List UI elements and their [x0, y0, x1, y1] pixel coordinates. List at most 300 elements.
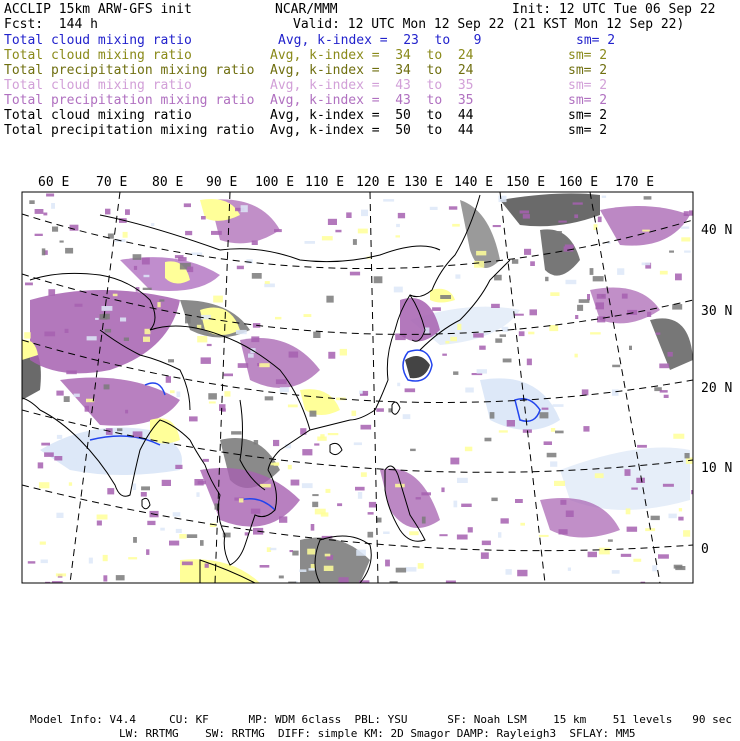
precip-speckle: [573, 202, 583, 204]
precip-speckle: [410, 449, 416, 451]
precip-speckle: [105, 209, 110, 215]
precip-speckle: [124, 338, 129, 342]
precip-speckle: [166, 376, 171, 383]
precip-speckle: [602, 196, 606, 198]
precip-speckle: [673, 434, 684, 439]
precip-speckle: [473, 333, 484, 337]
precip-speckle: [642, 230, 650, 232]
precip-speckle: [64, 396, 70, 402]
precip-speckle: [309, 568, 315, 571]
lat-label: 40 N: [701, 223, 733, 238]
precip-speckle: [540, 412, 549, 418]
precip-speckle: [270, 548, 277, 550]
precip-speckle: [201, 216, 206, 220]
precip-speckle: [56, 391, 63, 396]
field-name: Total precipitation mixing ratio: [4, 63, 255, 78]
precip-speckle: [251, 509, 260, 514]
field-avg: Avg, k-index = 34 to 24: [270, 63, 474, 78]
precip-speckle: [176, 529, 182, 533]
precip-speckle: [368, 512, 374, 515]
precip-speckle: [439, 534, 447, 536]
precip-speckle: [558, 221, 566, 223]
precip-speckle: [326, 296, 333, 303]
precip-speckle: [35, 209, 44, 214]
precip-speckle: [500, 334, 506, 337]
precip-speckle: [142, 258, 150, 265]
precip-speckle: [358, 229, 368, 234]
precip-speckle: [38, 462, 44, 468]
precip-speckle: [549, 325, 558, 331]
precip-speckle: [184, 203, 191, 207]
precip-speckle: [660, 390, 668, 393]
precip-speckle: [353, 239, 357, 245]
precip-speckle: [196, 492, 199, 497]
model-info-line2: LW: RRTMG SW: RRTMG DIFF: simple KM: 2D Smagor DAMP: Rayleigh3 SFLAY: MM5: [119, 727, 636, 740]
precip-speckle: [388, 408, 391, 412]
precip-speckle: [117, 428, 122, 431]
precip-speckle: [479, 346, 486, 350]
precip-speckle: [128, 557, 137, 559]
field-name: Total precipitation mixing ratio: [4, 93, 255, 108]
precip-speckle: [328, 219, 337, 225]
title-center: NCAR/MMM: [275, 2, 338, 17]
precip-speckle: [442, 354, 447, 356]
lat-label: 30 N: [701, 304, 733, 319]
precip-speckle: [24, 332, 31, 338]
lon-label: 120 E: [356, 175, 396, 190]
precip-speckle: [452, 224, 460, 227]
precip-speckle: [200, 540, 204, 546]
precip-speckle: [356, 550, 366, 556]
precip-speckle: [291, 480, 300, 486]
precip-speckle: [502, 327, 509, 332]
precip-speckle: [457, 478, 468, 483]
precip-speckle: [637, 445, 647, 448]
precip-speckle: [95, 318, 99, 320]
precip-speckle: [44, 332, 55, 337]
field-avg: Avg, k-index = 34 to 24: [270, 48, 474, 63]
precip-speckle: [474, 261, 484, 268]
model-info-line1: Model Info: V4.4 CU: KF MP: WDM 6class PBL: YSU SF: Noah LSM 15 km 51 levels 90 sec: [30, 713, 732, 726]
precip-speckle: [302, 449, 312, 455]
precip-speckle: [168, 359, 174, 362]
precip-speckle: [625, 469, 631, 476]
precip-speckle: [42, 248, 46, 255]
precip-speckle: [239, 498, 244, 502]
precip-speckle: [621, 554, 631, 557]
precip-speckle: [514, 314, 524, 316]
precip-speckle: [320, 434, 324, 438]
precip-speckle: [575, 354, 578, 358]
precip-speckle: [368, 532, 374, 538]
precip-speckle: [191, 253, 202, 256]
precip-speckle: [25, 283, 33, 286]
precip-speckle: [556, 231, 562, 233]
precip-speckle: [147, 521, 155, 525]
precip-speckle: [100, 314, 108, 320]
precip-speckle: [125, 410, 128, 414]
precip-speckle: [396, 235, 401, 237]
precip-speckle: [185, 316, 191, 323]
precip-speckle: [597, 294, 606, 299]
precip-speckle: [626, 508, 631, 514]
precip-speckle: [66, 371, 77, 375]
precip-speckle: [265, 281, 270, 284]
precip-speckle: [554, 481, 565, 486]
precip-speckle: [312, 494, 318, 496]
precip-speckle: [264, 284, 275, 288]
precip-speckle: [133, 537, 137, 543]
precip-speckle: [28, 561, 36, 563]
precip-speckle: [215, 503, 220, 509]
precip-speckle: [314, 443, 319, 445]
precip-speckle: [457, 324, 461, 330]
precip-speckle: [69, 482, 72, 486]
precip-speckle: [201, 357, 211, 364]
precip-speckle: [566, 511, 574, 518]
precip-speckle: [668, 352, 673, 357]
precip-speckle: [207, 344, 212, 346]
precip-speckle: [441, 488, 444, 493]
precip-speckle: [203, 459, 209, 462]
precip-speckle: [454, 501, 458, 508]
precip-speckle: [405, 388, 416, 392]
precip-speckle: [520, 523, 525, 526]
precip-speckle: [376, 408, 384, 412]
precip-speckle: [515, 499, 523, 503]
precip-speckle: [224, 391, 230, 396]
precip-speckle: [325, 554, 331, 557]
precip-speckle: [271, 463, 280, 466]
precip-speckle: [87, 336, 97, 340]
precip-speckle: [322, 236, 333, 240]
precip-speckle: [363, 391, 368, 395]
precip-speckle: [590, 332, 601, 334]
precip-speckle: [178, 257, 187, 261]
precip-speckle: [346, 212, 351, 218]
precip-speckle: [503, 359, 512, 363]
precip-speckle: [575, 315, 578, 319]
precip-speckle: [574, 214, 578, 218]
precip-speckle: [494, 275, 502, 281]
precip-speckle: [265, 396, 274, 400]
precip-speckle: [328, 352, 335, 359]
precip-speckle: [519, 331, 525, 336]
precip-speckle: [159, 299, 164, 301]
precip-speckle: [633, 559, 641, 562]
precip-speckle: [275, 317, 281, 320]
precip-speckle: [527, 359, 532, 366]
field-sm: sm= 2: [568, 108, 608, 123]
precip-speckle: [395, 484, 405, 488]
precip-speckle: [198, 481, 206, 485]
precip-speckle: [681, 227, 689, 229]
precip-speckle: [491, 304, 500, 308]
field-name: Total cloud mixing ratio: [4, 48, 192, 63]
precip-speckle: [577, 305, 583, 311]
precip-speckle: [208, 393, 217, 399]
precip-speckle: [598, 217, 602, 223]
precip-speckle: [75, 304, 83, 307]
precip-speckle: [103, 575, 107, 581]
precip-speckle: [116, 575, 125, 580]
precip-speckle: [647, 312, 651, 317]
precip-speckle: [160, 528, 165, 531]
precip-speckle: [143, 337, 150, 342]
precip-speckle: [313, 332, 320, 338]
precip-speckle: [352, 411, 357, 416]
precip-speckle: [105, 329, 111, 333]
field-sm: sm= 2: [568, 48, 608, 63]
precip-speckle: [187, 267, 193, 273]
precip-speckle: [123, 232, 128, 238]
precip-speckle: [465, 388, 474, 393]
precip-speckle: [453, 371, 458, 375]
precip-speckle: [612, 365, 620, 368]
precip-speckle: [599, 548, 610, 555]
precip-speckle: [498, 532, 501, 538]
precip-speckle: [354, 442, 362, 445]
precip-speckle: [501, 518, 509, 523]
precip-speckle: [162, 480, 171, 486]
precip-speckle: [608, 539, 613, 541]
precip-speckle: [213, 296, 223, 303]
precip-speckle: [326, 489, 331, 493]
precip-speckle: [550, 461, 557, 466]
precip-speckle: [133, 431, 143, 437]
precip-speckle: [107, 488, 114, 494]
precip-speckle: [660, 271, 668, 275]
precip-speckle: [197, 336, 207, 342]
precip-speckle: [636, 478, 645, 483]
lat-labels: [701, 223, 732, 557]
precip-speckle: [41, 560, 48, 564]
precip-speckle: [520, 211, 529, 214]
precip-speckle: [324, 566, 334, 571]
precip-speckle: [512, 259, 518, 264]
field-sm: sm= 2: [568, 93, 608, 108]
field-avg: Avg, k-index = 23 to 9: [278, 33, 482, 48]
precip-speckle: [97, 521, 102, 526]
precip-speckle: [40, 542, 46, 545]
precip-speckle: [170, 390, 175, 393]
precip-speckle: [252, 241, 258, 246]
precip-speckle: [596, 302, 605, 309]
precip-speckle: [396, 224, 400, 227]
precip-speckle: [409, 531, 418, 535]
precip-speckle: [248, 354, 254, 358]
precip-speckle: [659, 364, 669, 369]
precip-speckle: [179, 534, 186, 539]
precip-speckle: [418, 563, 424, 569]
precip-speckle: [125, 209, 130, 215]
precip-speckle: [597, 316, 605, 322]
precip-speckle: [669, 514, 677, 519]
lon-label: 80 E: [152, 175, 184, 190]
precip-speckle: [300, 428, 306, 435]
precip-speckle: [477, 369, 487, 373]
precip-speckle: [85, 406, 89, 412]
precip-speckle: [355, 487, 365, 491]
precip-speckle: [185, 231, 192, 235]
precip-speckle: [133, 254, 142, 260]
precip-speckle: [310, 411, 317, 417]
precip-speckle: [241, 205, 248, 212]
precip-speckle: [396, 568, 406, 573]
precip-speckle: [57, 435, 62, 439]
precip-speckle: [252, 273, 262, 279]
precip-speckle: [187, 534, 197, 538]
precip-speckle: [292, 551, 298, 556]
field-avg: Avg, k-index = 50 to 44: [270, 123, 474, 138]
precip-speckle: [507, 420, 515, 427]
precip-speckle: [302, 483, 313, 488]
precip-speckle: [555, 431, 564, 434]
precip-speckle: [583, 426, 589, 432]
precip-speckle: [499, 196, 507, 202]
precip-speckle: [299, 569, 306, 572]
precip-speckle: [430, 207, 438, 210]
valid-time: Valid: 12 UTC Mon 12 Sep 22 (21 KST Mon 12 Sep 22): [293, 17, 685, 32]
precip-speckle: [617, 268, 624, 275]
precip-speckle: [432, 307, 441, 311]
precip-speckle: [290, 550, 294, 552]
precip-speckle: [445, 341, 449, 344]
precip-speckle: [177, 392, 181, 398]
precip-speckle: [175, 465, 182, 469]
precip-speckle: [595, 473, 604, 478]
precip-speckle: [361, 472, 367, 477]
precip-speckle: [246, 259, 252, 263]
precip-speckle: [560, 500, 566, 505]
precip-speckle: [550, 292, 559, 296]
precip-speckle: [104, 384, 110, 389]
title-left: ACCLIP 15km ARW-GFS init: [4, 2, 192, 17]
precip-speckle: [627, 527, 638, 532]
precip-speckle: [403, 414, 411, 419]
field-name: Total cloud mixing ratio: [4, 33, 192, 48]
precip-speckle: [145, 329, 151, 334]
field-name: Total precipitation mixing ratio: [4, 123, 255, 138]
precip-speckle: [683, 530, 690, 537]
precip-speckle: [274, 229, 282, 232]
lon-label: 150 E: [506, 175, 546, 190]
precip-speckle: [663, 484, 674, 487]
precip-speckle: [656, 333, 661, 335]
precip-speckle: [524, 249, 531, 255]
precip-speckle: [658, 554, 669, 558]
precip-speckle: [506, 569, 512, 575]
precip-speckle: [593, 276, 604, 281]
precip-speckle: [133, 484, 136, 491]
precip-speckle: [495, 338, 502, 342]
forecast-hour: Fcst: 144 h: [4, 17, 98, 32]
precip-speckle: [335, 230, 341, 233]
precip-speckle: [465, 447, 472, 452]
precip-speckle: [321, 512, 329, 516]
lon-label: 90 E: [206, 175, 238, 190]
precip-speckle: [485, 438, 492, 442]
precip-speckle: [588, 552, 597, 558]
precip-speckle: [551, 428, 555, 432]
lon-label: 130 E: [404, 175, 444, 190]
precip-speckle: [144, 275, 150, 277]
precip-speckle: [568, 568, 571, 571]
precip-speckle: [35, 234, 43, 236]
precip-speckle: [383, 532, 390, 535]
precip-speckle: [674, 565, 683, 569]
precip-speckle: [664, 395, 669, 398]
lon-label: 100 E: [255, 175, 295, 190]
precip-speckle: [236, 330, 247, 334]
precip-speckle: [56, 513, 63, 518]
precip-speckle: [612, 389, 619, 395]
precip-speckle: [276, 379, 287, 384]
precip-speckle: [361, 425, 372, 430]
precip-speckle: [440, 295, 451, 299]
field-avg: Avg, k-index = 50 to 44: [270, 108, 474, 123]
precip-speckle: [307, 549, 315, 555]
precip-speckle: [629, 346, 632, 350]
precip-speckle: [681, 237, 690, 241]
precip-speckle: [279, 516, 287, 522]
precip-speckle: [582, 389, 589, 395]
precip-speckle: [120, 318, 126, 322]
field-sm: sm= 2: [568, 63, 608, 78]
lon-label: 60 E: [38, 175, 70, 190]
precip-speckle: [455, 274, 460, 278]
precip-speckle: [669, 251, 674, 253]
precip-speckle: [219, 404, 226, 411]
precip-speckle: [259, 363, 270, 367]
precip-speckle: [530, 309, 538, 315]
precip-speckle: [481, 552, 489, 559]
precip-speckle: [211, 231, 222, 235]
precip-speckle: [143, 288, 152, 290]
precip-speckle: [103, 555, 108, 561]
precip-speckle: [517, 570, 527, 577]
field-sm: sm= 2: [576, 33, 616, 48]
field-avg: Avg, k-index = 43 to 35: [270, 78, 474, 93]
precip-speckle: [631, 488, 638, 490]
precip-speckle: [151, 223, 154, 226]
precip-speckle: [169, 541, 179, 546]
precip-speckle: [374, 276, 383, 283]
precip-speckle: [675, 274, 682, 281]
precip-speckle: [280, 387, 289, 392]
lon-label: 140 E: [454, 175, 494, 190]
precip-speckle: [304, 314, 312, 317]
precip-speckle: [644, 196, 652, 199]
precip-speckle: [46, 194, 54, 197]
precip-speckle: [383, 199, 394, 202]
precip-speckle: [141, 492, 147, 497]
precip-speckle: [457, 535, 468, 540]
precip-speckle: [397, 383, 400, 387]
precip-speckle: [39, 482, 50, 488]
field-name: Total cloud mixing ratio: [4, 78, 192, 93]
precip-speckle: [74, 394, 80, 397]
precip-speckle: [56, 573, 66, 576]
precip-speckle: [553, 404, 564, 407]
lat-label: 10 N: [701, 461, 733, 476]
precip-speckle: [579, 299, 590, 303]
precip-speckle: [60, 241, 64, 243]
precip-speckle: [361, 210, 368, 217]
precip-speckle: [146, 549, 149, 555]
precip-speckle: [685, 453, 690, 458]
field-name: Total cloud mixing ratio: [4, 108, 192, 123]
